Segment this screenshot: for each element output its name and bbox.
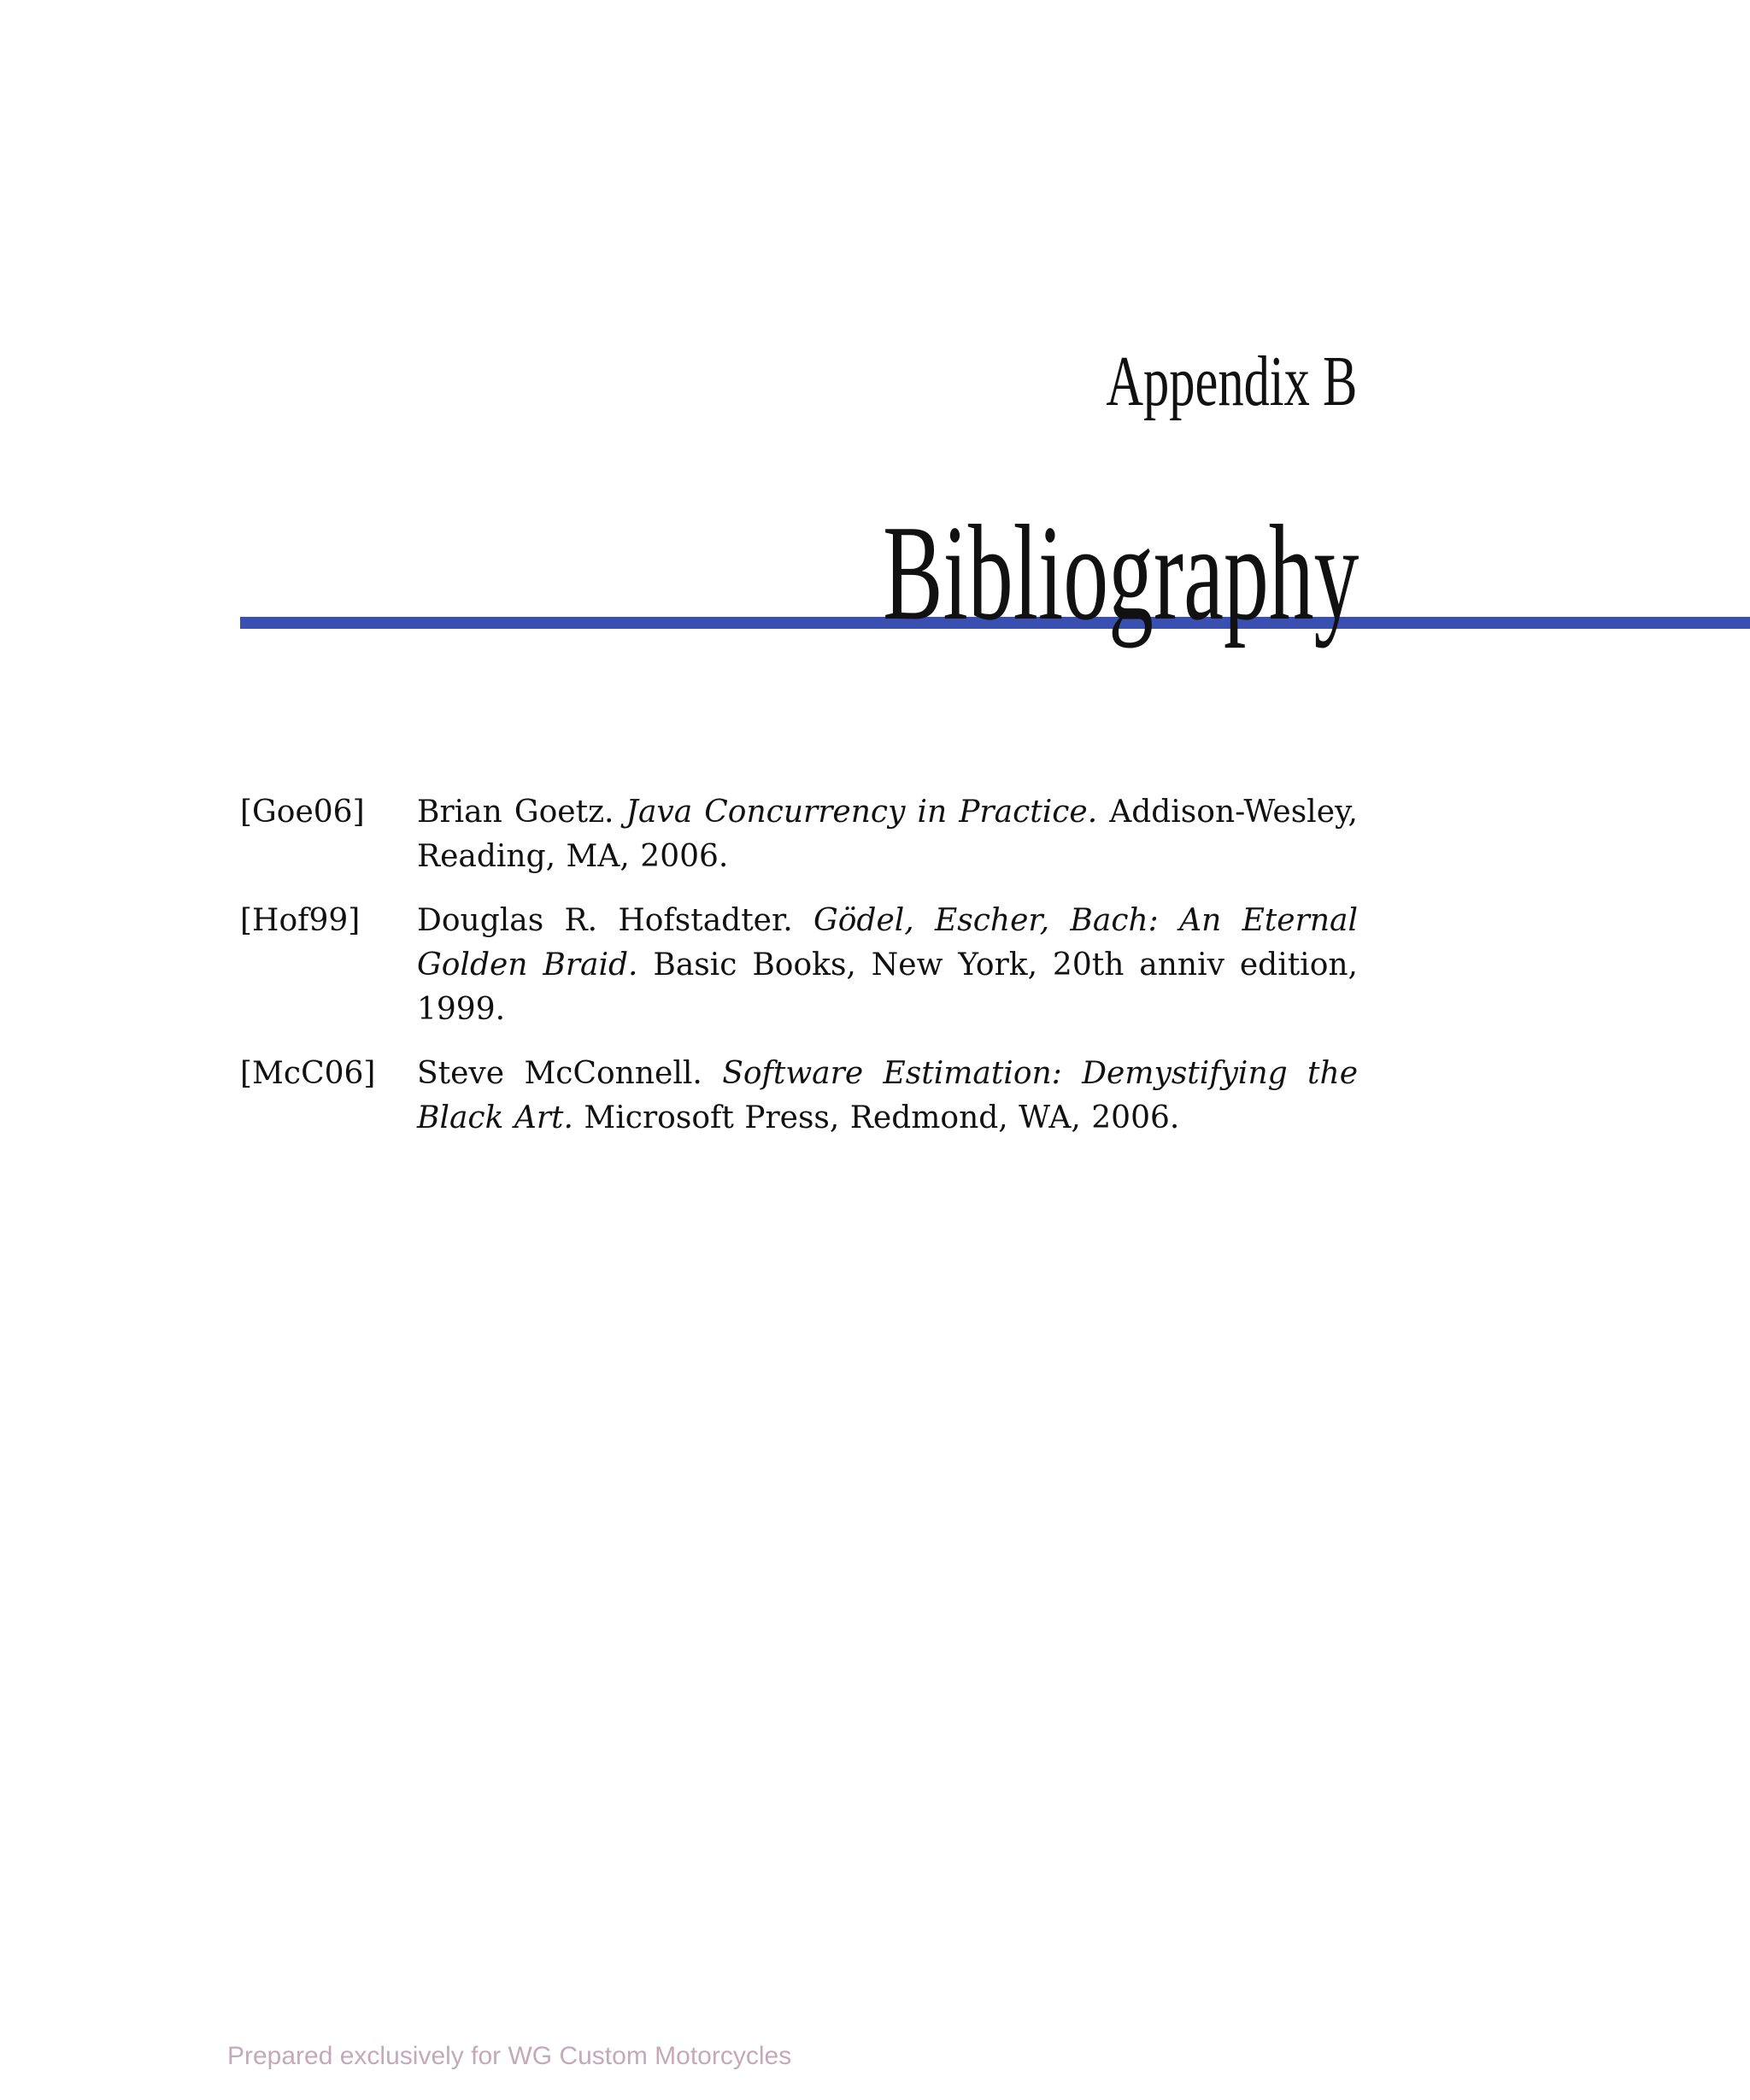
bib-author: Douglas R. Hofstadter. [417, 903, 793, 938]
bib-title: Java Concurrency in Practice. [625, 795, 1098, 830]
bib-entry-hof99 [240, 899, 1358, 1032]
appendix-label: Appendix B [1106, 342, 1357, 421]
bibliography-list [240, 790, 1358, 1160]
bib-publication: Basic Books, New York, 20th anniv edition, 1999. [417, 947, 1358, 1027]
bib-entry-goe06 [240, 790, 1358, 879]
footer-watermark-note: Prepared exclusively for WG Custom Motorcycles [227, 2042, 792, 2070]
bib-publication: Microsoft Press, Redmond, WA, 2006. [584, 1100, 1180, 1135]
bib-author: Steve McConnell. [417, 1056, 702, 1091]
bib-key: [McC06] [240, 1056, 376, 1091]
bib-title: Gödel, Escher, Bach: An Eternal Golden Braid. [417, 903, 1358, 983]
bib-citation [417, 899, 1358, 1032]
bib-publication: Addison-Wesley, Reading, MA, 2006. [417, 795, 1358, 874]
bib-key: [Hof99] [240, 903, 361, 938]
bib-key: [Goe06] [240, 795, 365, 830]
bib-title: Software Estimation: Demystifying the Black Art. [417, 1056, 1358, 1135]
bib-entry-mcc06 [240, 1052, 1358, 1141]
bib-citation [417, 1052, 1358, 1141]
chapter-title: Bibliography [882, 496, 1359, 648]
bib-citation [417, 790, 1358, 879]
bib-author: Brian Goetz. [417, 795, 614, 830]
